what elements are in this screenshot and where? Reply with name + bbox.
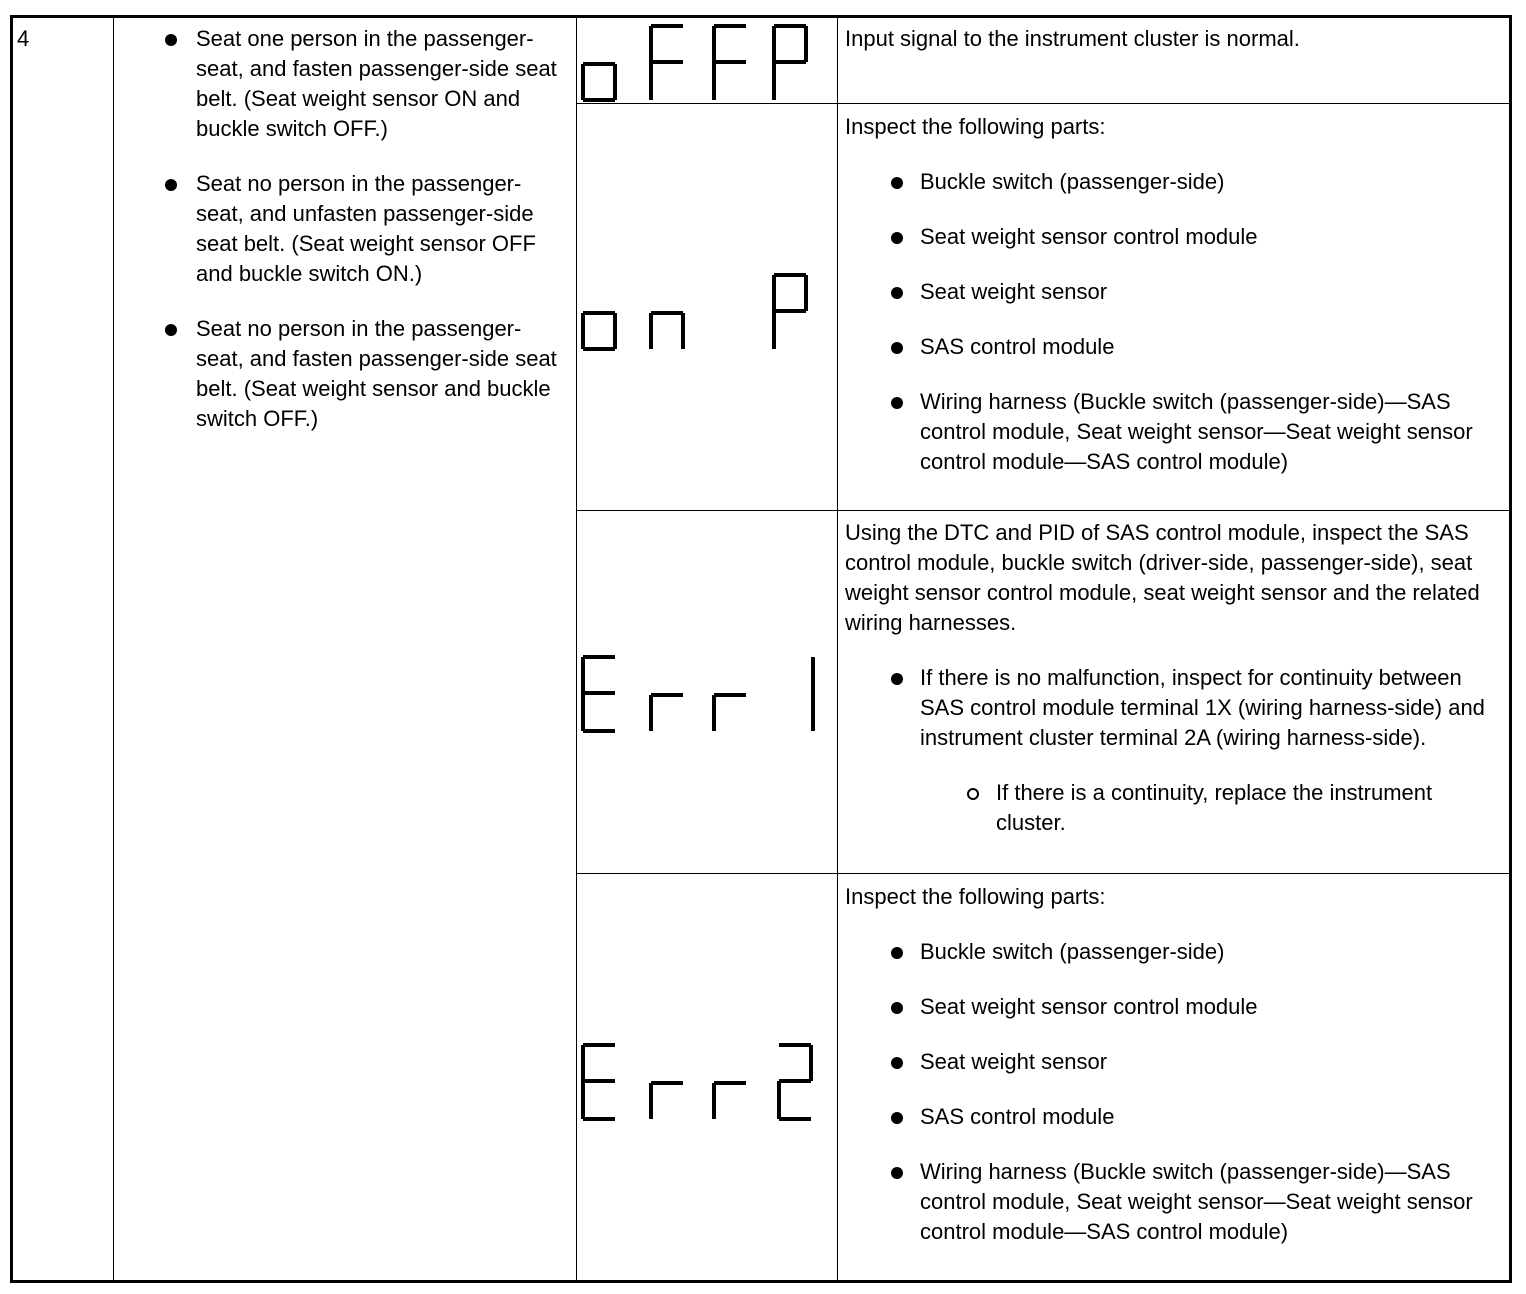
parts-list (845, 167, 1505, 477)
list-item: SAS control module (845, 332, 1505, 362)
condition-item: Seat no person in the passenger-seat, and fasten passenger-side seat belt. (Seat weight sensor and buckle switch OFF.) (161, 314, 561, 434)
action-intro: Inspect the following parts: (845, 114, 1106, 139)
condition-list (161, 24, 561, 459)
row-divider (576, 873, 1509, 874)
display-offp (13, 18, 14, 19)
parts-list (845, 937, 1505, 1247)
list-item: Buckle switch (passenger-side) (845, 167, 1505, 197)
list-item: Seat weight sensor (845, 1047, 1505, 1077)
action-intro: Using the DTC and PID of SAS control module, inspect the SAS control module, buckle switch (driver-side, passenger-side), seat weight sensor control module, seat weight sensor and the related wiring harnesses. (845, 520, 1480, 635)
condition-item: Seat no person in the passenger-seat, and unfasten passenger-side seat belt. (Seat weight sensor OFF and buckle switch ON.) (161, 169, 561, 289)
list-item: Seat weight sensor (845, 277, 1505, 307)
inspection-table (10, 15, 1512, 1283)
row-divider (576, 510, 1509, 511)
list-item: Buckle switch (passenger-side) (845, 937, 1505, 967)
row-divider (576, 103, 1509, 104)
action-cell-err1 (845, 518, 1505, 838)
column-divider (837, 18, 838, 1280)
check-list (845, 663, 1505, 838)
action-cell-onp (845, 112, 1505, 477)
list-item: Wiring harness (Buckle switch (passenger-side)—SAS control module, Seat weight sensor—Seat weight sensor control module—SAS control module) (845, 1157, 1505, 1247)
action-cell-err2 (845, 882, 1505, 1247)
column-divider (576, 18, 577, 1280)
list-item: Seat weight sensor control module (845, 992, 1505, 1022)
condition-item: Seat one person in the passenger-seat, and fasten passenger-side seat belt. (Seat weight sensor ON and buckle switch OFF.) (161, 24, 561, 144)
list-item: If there is no malfunction, inspect for continuity between SAS control module terminal 1X (wiring harness-side) and instrument cluster terminal 2A (wiring harness-side). (845, 663, 1505, 753)
action-text: Input signal to the instrument cluster is normal. (845, 26, 1300, 51)
action-cell-offp (845, 24, 1505, 54)
action-intro: Inspect the following parts: (845, 884, 1106, 909)
sub-list-item: If there is a continuity, replace the instrument cluster. (845, 778, 1505, 838)
step-number: 4 (17, 26, 30, 51)
list-item: SAS control module (845, 1102, 1505, 1132)
column-divider (113, 18, 114, 1280)
list-item: Seat weight sensor control module (845, 222, 1505, 252)
list-item: Wiring harness (Buckle switch (passenger-side)—SAS control module, Seat weight sensor—Seat weight sensor control module—SAS control module) (845, 387, 1505, 477)
